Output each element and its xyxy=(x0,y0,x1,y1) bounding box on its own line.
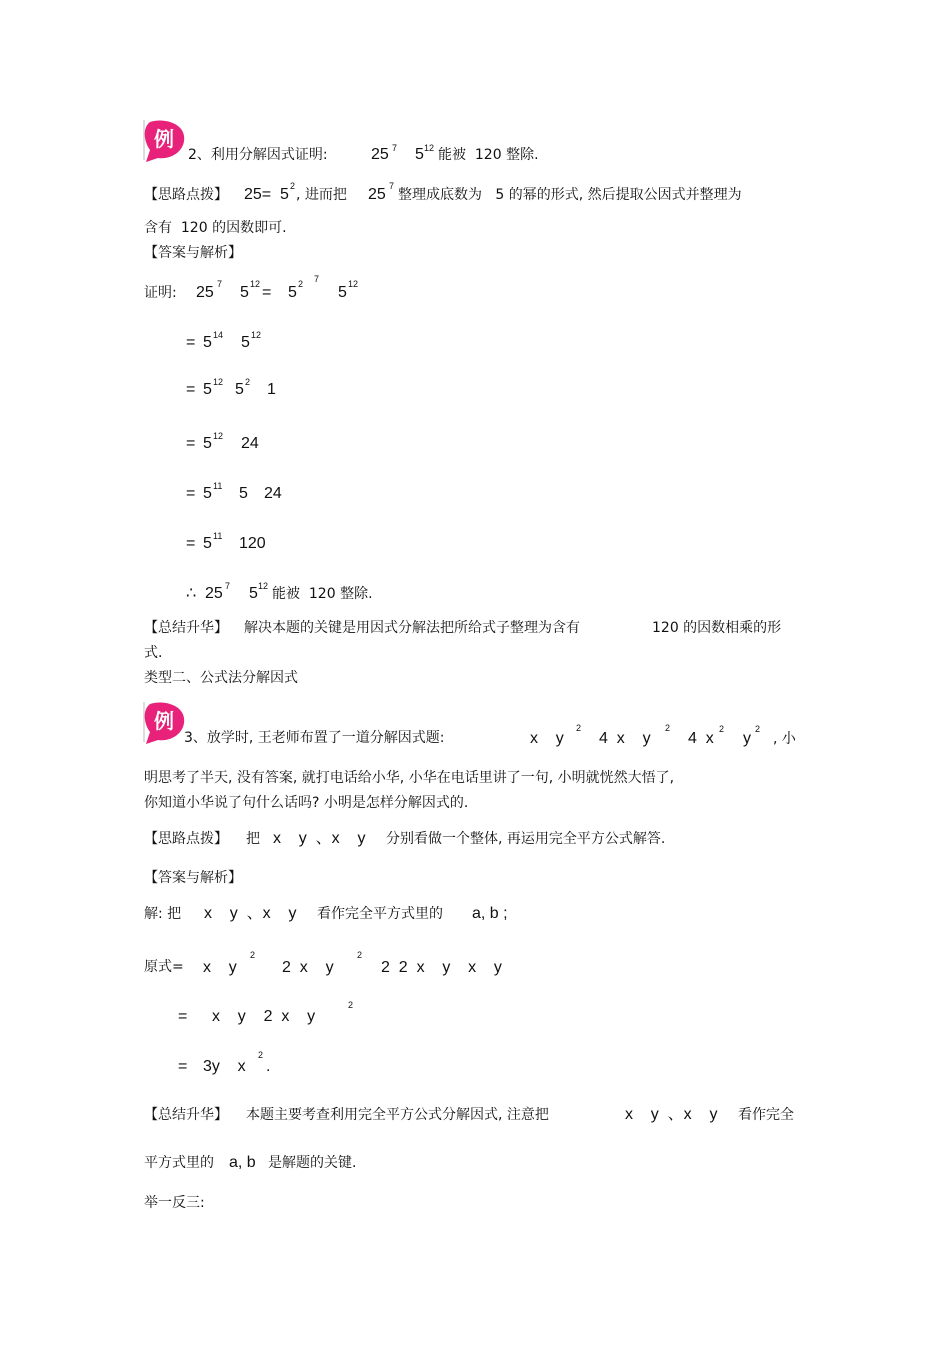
summary-tail: 看作完全 xyxy=(738,1107,794,1123)
math-exponent: 12 xyxy=(251,330,262,340)
math-exponent: 11 xyxy=(213,531,223,541)
math-base: 5 xyxy=(240,284,249,301)
math-eq: = xyxy=(186,435,196,452)
summary-num: 120 的因数相乘的形 xyxy=(652,620,782,636)
example-3-prompt: 3、放学时, 王老师布置了一道分解因式题: xyxy=(184,730,445,746)
math-term: a, b ; xyxy=(472,905,508,922)
math-term: a, b xyxy=(229,1154,256,1171)
section-heading: 类型二、公式法分解因式 xyxy=(144,670,298,686)
proof-label: 证明: xyxy=(144,285,177,301)
math-exponent: 7 xyxy=(217,279,223,289)
summary-line2b: 是解题的关键. xyxy=(268,1155,357,1171)
math-exponent: 2 xyxy=(719,724,725,734)
example-2-prompt: 2、利用分解因式证明: xyxy=(188,147,328,163)
hint-tag: 【思路点拨】 xyxy=(144,831,228,847)
math-exponent: 2 xyxy=(755,724,761,734)
answer-tag: 【答案与解析】 xyxy=(144,245,242,261)
hint-tag: 【思路点拨】 xyxy=(144,187,228,203)
math-base: 5 xyxy=(249,585,258,602)
math-term: 2 2 x y x y xyxy=(381,959,502,976)
hint-line2: 含有 120 的因数即可. xyxy=(144,220,287,236)
math-term: x y xyxy=(203,959,237,976)
conclusion-tail: 能被 120 整除. xyxy=(272,586,373,602)
svg-text:例: 例 xyxy=(154,709,174,733)
math-eq: = xyxy=(186,334,196,351)
math-base: 5 xyxy=(203,334,212,351)
math-term: 4 x xyxy=(688,730,714,747)
math-base: 5 xyxy=(280,186,289,203)
math-term: 3y x xyxy=(203,1058,246,1075)
summary-line2a: 平方式里的 xyxy=(144,1155,214,1171)
math-term: x y 、x y xyxy=(204,905,297,922)
example-badge-icon xyxy=(142,700,184,742)
math-eq: = xyxy=(186,381,196,398)
svg-text:例: 例 xyxy=(154,127,174,151)
math-base: 5 xyxy=(203,435,212,452)
example-3-line2: 明思考了半天, 没有答案, 就打电话给小华, 小华在电话里讲了一句, 小明就恍然大悟了, xyxy=(144,770,675,786)
example-3-line3: 你知道小华说了句什么话吗? 小明是怎样分解因式的. xyxy=(144,795,469,811)
math-base: 25 xyxy=(205,585,223,602)
math-base: 5 xyxy=(203,535,212,552)
footer-heading: 举一反三: xyxy=(144,1195,205,1211)
math-base: 25 xyxy=(371,146,389,163)
example-2-tail: 能被 120 整除. xyxy=(438,147,539,163)
math-base: 5 xyxy=(203,381,212,398)
math-term: y xyxy=(743,730,751,747)
math-term: 5 xyxy=(239,485,248,502)
math-base: 5 xyxy=(288,284,297,301)
math-base: 25 xyxy=(196,284,214,301)
example-3-tail: , 小 xyxy=(773,731,796,747)
math-term: x y 2 x y xyxy=(212,1008,316,1025)
summary-tag: 【总结升华】 xyxy=(144,1107,228,1123)
solution-label: 解: 把 xyxy=(144,906,182,922)
math-exponent: 2 xyxy=(348,1000,354,1010)
math-base: 5 xyxy=(235,381,244,398)
math-term: x y xyxy=(530,730,564,747)
math-exponent: 12 xyxy=(348,279,359,289)
summary-tag: 【总结升华】 xyxy=(144,620,228,636)
math-term: 120 xyxy=(239,535,266,552)
hint-tail: 分别看做一个整体, 再运用完全平方公式解答. xyxy=(386,831,666,847)
hint-pre: 把 xyxy=(246,831,260,847)
math-exponent: 2 xyxy=(250,950,256,960)
answer-tag: 【答案与解析】 xyxy=(144,870,242,886)
summary-text: 本题主要考查利用完全平方公式分解因式, 注意把 xyxy=(246,1107,549,1123)
math-period: . xyxy=(266,1058,271,1075)
math-eq: = xyxy=(178,1008,188,1025)
summary-text: 解决本题的关键是用因式分解法把所给式子整理为含有 xyxy=(244,620,580,636)
math-exponent: 12 xyxy=(213,377,224,387)
math-base: 5 xyxy=(415,146,424,163)
math-term: 24 xyxy=(264,485,282,502)
math-exponent: 12 xyxy=(258,581,269,591)
math-base: 5 xyxy=(241,334,250,351)
math-eq: = xyxy=(178,1058,188,1075)
math-term: 1 xyxy=(267,381,276,398)
math-term: 2 x y xyxy=(282,959,334,976)
math-exponent: 7 xyxy=(392,143,398,153)
math-exponent: 7 xyxy=(389,181,395,191)
math-term: x y 、x y xyxy=(273,830,366,847)
math-exponent: 2 xyxy=(245,377,251,387)
hint-mid: , 进而把 xyxy=(296,187,347,203)
math-term: 24 xyxy=(241,435,259,452)
math-exponent: 12 xyxy=(424,143,435,153)
math-eq: = xyxy=(186,485,196,502)
math-exponent: 12 xyxy=(250,279,261,289)
math-exponent: 2 xyxy=(357,950,363,960)
math-exponent: 7 xyxy=(314,274,320,284)
math-term: x y 、x y xyxy=(625,1106,718,1123)
hint-eq: 25= xyxy=(244,186,272,203)
math-exponent: 2 xyxy=(665,723,671,733)
solution-mid: 看作完全平方式里的 xyxy=(317,906,443,922)
math-exponent: 14 xyxy=(213,330,224,340)
math-exponent: 2 xyxy=(290,181,296,191)
math-eq: = xyxy=(186,535,196,552)
original-expr-label: 原式= xyxy=(144,959,184,975)
hint-tail: 整理成底数为 5 的幂的形式, 然后提取公因式并整理为 xyxy=(398,187,742,203)
math-base: 25 xyxy=(368,186,386,203)
math-exponent: 2 xyxy=(298,279,304,289)
math-exponent: 2 xyxy=(576,723,582,733)
math-exponent: 7 xyxy=(225,581,231,591)
math-exponent: 2 xyxy=(258,1050,264,1060)
therefore-symbol: ∴ xyxy=(186,585,197,602)
example-badge-icon xyxy=(142,118,184,160)
math-base: 5 xyxy=(203,485,212,502)
math-exponent: 12 xyxy=(213,431,224,441)
summary-line2: 式. xyxy=(144,645,163,661)
math-base: 5 xyxy=(338,284,347,301)
math-term: 4 x y xyxy=(599,730,651,747)
math-eq: = xyxy=(262,284,272,301)
math-exponent: 11 xyxy=(213,481,223,491)
